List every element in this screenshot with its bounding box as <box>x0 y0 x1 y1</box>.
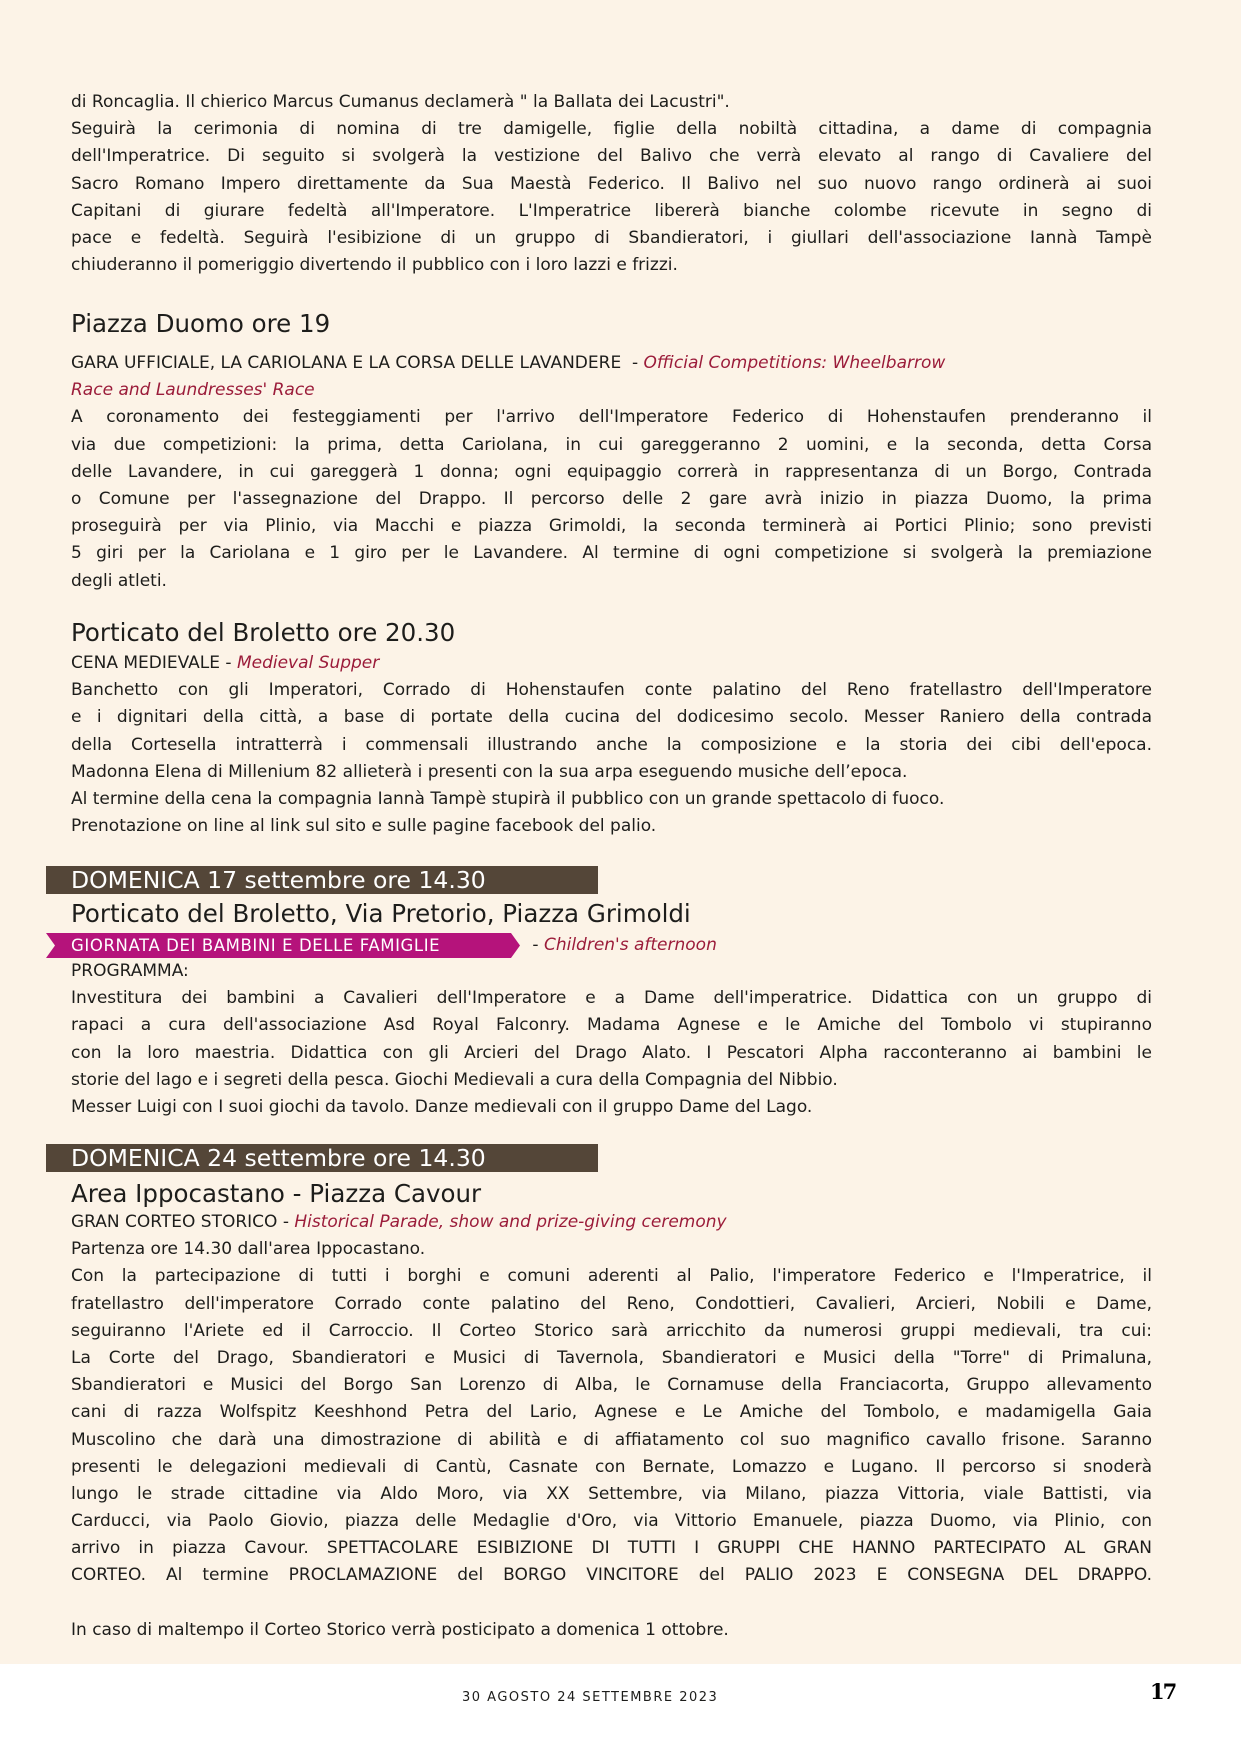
paragraph-line: degli atleti. <box>71 570 167 591</box>
paragraph-line: Sbandieratori e Musici del Borgo San Lorenzo di Alba, le Cornamuse della Franciacorta, Gruppo allevamento <box>71 1375 1152 1396</box>
paragraph-line: Seguirà la cerimonia di nomina di tre damigelle, figlie della nobiltà cittadina, a dame di compagnia <box>71 119 1152 140</box>
event-title-en: Medieval Supper <box>236 653 380 673</box>
section-piazza-duomo-body <box>71 350 1152 595</box>
paragraph-line: Capitani di giurare fedeltà all'Imperatore. L'Imperatrice libererà bianche colombe ricevute in segno di <box>71 200 1152 221</box>
paragraph-line: Muscolino che darà una dimostrazione di abilità e di affiatamento col suo magnifico cavallo frisone. Saranno <box>71 1429 1152 1450</box>
section-cena <box>71 618 1152 648</box>
page-number: 17 <box>1150 1679 1176 1704</box>
paragraph-line: Con la partecipazione di tutti i borghi e comuni aderenti al Palio, l'imperatore Federico e l'Imperatrice, il <box>71 1266 1152 1287</box>
event-title-en-continued: Race and Laundresses' Race <box>71 380 315 401</box>
section-cena-body <box>71 650 1152 840</box>
paragraph-line: La Corte del Drago, Sbandieratori e Musici di Tavernola, Sbandieratori e Musici della "Torre" di Primaluna, <box>71 1347 1152 1368</box>
paragraph-line: pace e fedeltà. Seguirà l'esibizione di un gruppo di Sbandieratori, i giullari dell'associazione Iannà Tampè <box>71 227 1152 248</box>
paragraph-line: arrivo in piazza Cavour. SPETTACOLARE ESIBIZIONE DI TUTTI I GRUPPI CHE HANNO PARTECIPATO AL GRAN <box>71 1538 1152 1559</box>
paragraph-line: lungo le strade cittadine via Aldo Moro, via XX Settembre, via Milano, piazza Vittoria, viale Battisti, via <box>71 1483 1152 1504</box>
paragraph-line: Messer Luigi con I suoi giochi da tavolo. Danze medievali con il gruppo Dame del Lago. <box>71 1096 813 1117</box>
weather-note: In caso di maltempo il Corteo Storico verrà posticipato a domenica 1 ottobre. <box>71 1620 729 1640</box>
paragraph-line: chiuderanno il pomeriggio divertendo il pubblico con i loro lazzi e frizzi. <box>71 255 678 276</box>
event-title-en-wrap <box>527 933 717 958</box>
paragraph-line: cani di razza Wolfspitz Keeshhond Petra del Lario, Agnese e Le Amiche del Tombolo, e madamigella Gaia <box>71 1402 1152 1423</box>
paragraph-line: o Comune per l'assegnazione del Drappo. Il percorso delle 2 gare avrà inizio in piazza Duomo, la prima <box>71 488 1152 509</box>
event-title-en: Official Competitions: Wheelbarrow <box>643 353 946 373</box>
date-bar: DOMENICA 17 settembre ore 14.30 <box>46 866 598 894</box>
section-domenica17-body <box>71 958 1152 1121</box>
paragraph-line: via due competizioni: la prima, detta Cariolana, in cui gareggeranno 2 uomini, e la seconda, detta Corsa <box>71 434 1152 455</box>
paragraph-line: Investitura dei bambini a Cavalieri dell'Imperatore e a Dame dell'imperatrice. Didattica con un gruppo di <box>71 988 1152 1009</box>
event-tag-label: GIORNATA DEI BAMBINI E DELLE FAMIGLIE <box>71 936 441 955</box>
paragraph-line: 5 giri per la Cariolana e 1 giro per le Lavandere. Al termine di ogni competizione si svolgerà la premiazione <box>71 543 1152 564</box>
paragraph-line: di Roncaglia. Il chierico Marcus Cumanus declamerà " la Ballata dei Lacustri". <box>71 92 730 112</box>
paragraph-line: Carducci, via Paolo Giovio, piazza delle Medaglie d'Oro, via Vittorio Emanuele, piazza Duomo, via Plinio, con <box>71 1511 1152 1532</box>
program-label: PROGRAMMA: <box>71 961 189 981</box>
weather-note-block <box>71 1617 1152 1644</box>
event-title-en: Children's afternoon <box>543 935 717 955</box>
title-separator: - <box>277 1212 295 1232</box>
paragraph-line: Partenza ore 14.30 dall'area Ippocastano. <box>71 1239 426 1260</box>
paragraph-line: con la loro maestria. Didattica con gli Arcieri del Drago Alato. I Pescatori Alpha racconteranno ai bambini le <box>71 1042 1152 1063</box>
section-heading: Porticato del Broletto, Via Pretorio, Piazza Grimoldi <box>71 899 691 928</box>
date-bar: DOMENICA 24 settembre ore 14.30 <box>46 1144 598 1172</box>
paragraph-line: Prenotazione on line al link sul sito e sulle pagine facebook del palio. <box>71 816 657 837</box>
section-piazza-duomo <box>71 309 1152 339</box>
paragraph-line: rapaci a cura dell'associazione Asd Royal Falconry. Madama Agnese e le Amiche del Tombolo vi stupiranno <box>71 1015 1152 1036</box>
title-separator: - <box>621 353 644 373</box>
paragraph-line: Sacro Romano Impero direttamente da Sua Maestà Federico. Il Balivo nel suo nuovo rango ordinerà ai suoi <box>71 173 1152 194</box>
paragraph-line: Banchetto con gli Imperatori, Corrado di Hohenstaufen conte palatino del Reno fratellastro dell'Imperatore <box>71 680 1152 701</box>
section-domenica17 <box>71 899 1152 929</box>
event-title <box>71 350 1152 377</box>
intro-paragraph <box>71 89 1152 279</box>
paragraph-line: A coronamento dei festeggiamenti per l'arrivo dell'Imperatore Federico di Hohenstaufen prenderanno il <box>71 407 1152 428</box>
footer-dates: 30 AGOSTO 24 SETTEMBRE 2023 <box>462 1690 719 1705</box>
section-domenica24-body <box>71 1209 1152 1590</box>
event-title <box>71 650 1152 677</box>
paragraph-line: CORTEO. Al termine PROCLAMAZIONE del BORGO VINCITORE del PALIO 2023 E CONSEGNA DEL DRAPPO. <box>71 1565 1152 1586</box>
event-title <box>71 1209 1152 1236</box>
paragraph-line: storie del lago e i segreti della pesca. Giochi Medievali a cura della Compagnia del Nibbio. <box>71 1069 838 1090</box>
section-domenica24 <box>71 1179 1152 1209</box>
paragraph-line: e i dignitari della città, a base di portate della cucina del dodicesimo secolo. Messer Raniero della contrada <box>71 707 1152 728</box>
title-separator: - <box>220 653 237 673</box>
paragraph-line: proseguirà per via Plinio, via Macchi e piazza Grimoldi, la seconda terminerà ai Portici Plinio; sono previsti <box>71 516 1152 537</box>
event-title-it: GRAN CORTEO STORICO <box>71 1212 278 1232</box>
section-heading: Porticato del Broletto ore 20.30 <box>71 618 456 647</box>
paragraph-line: Al termine della cena la compagnia Iannà Tampè stupirà il pubblico con un grande spettacolo di fuoco. <box>71 788 945 809</box>
paragraph-line: fratellastro dell'imperatore Corrado conte palatino del Reno, Condottieri, Cavalieri, Arcieri, Nobili e Dame, <box>71 1293 1152 1314</box>
event-title-it: CENA MEDIEVALE <box>71 653 220 673</box>
section-heading: Area Ippocastano - Piazza Cavour <box>71 1179 482 1208</box>
section-heading: Piazza Duomo ore 19 <box>71 309 331 338</box>
event-title-it: GARA UFFICIALE, LA CARIOLANA E LA CORSA DELLE LAVANDERE <box>71 353 622 373</box>
event-tag-row <box>46 933 946 958</box>
paragraph-line: dell'Imperatrice. Di seguito si svolgerà la vestizione del Balivo che verrà elevato al rango di Cavaliere del <box>71 146 1152 167</box>
paragraph-line: Madonna Elena di Millenium 82 allieterà i presenti con la sua arpa eseguendo musiche dell’epoca. <box>71 761 908 782</box>
paragraph-line: della Cortesella intratterrà i commensali illustrando anche la composizione e la storia dei cibi dell'epoca. <box>71 734 1152 755</box>
paragraph-line: presenti le delegazioni medievali di Cantù, Casnate con Bernate, Lomazzo e Lugano. Il percorso si snoderà <box>71 1456 1152 1477</box>
title-separator: - <box>527 935 544 955</box>
paragraph-line: seguiranno l'Ariete ed il Carroccio. Il Corteo Storico sarà arricchito da numerosi gruppi medievali, tra cui: <box>71 1320 1152 1341</box>
paragraph-line: delle Lavandere, in cui gareggerà 1 donna; ogni equipaggio correrà in rappresentanza di un Borgo, Contrada <box>71 461 1152 482</box>
event-title-en: Historical Parade, show and prize-giving ceremony <box>294 1212 727 1232</box>
